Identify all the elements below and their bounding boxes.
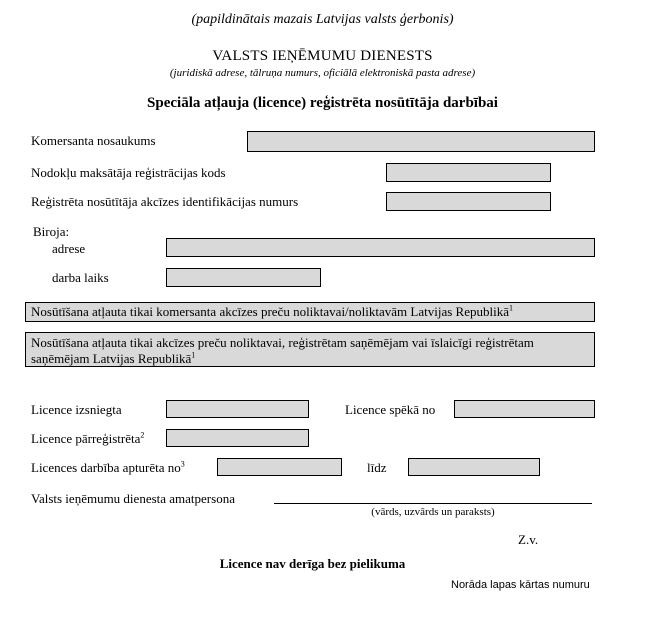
- footnote-marker: 1: [508, 303, 513, 313]
- banner-receivers-line1: Nosūtīšana atļauta tikai akcīzes preču noliktavai, reģistrētam saņēmējam vai īslaicīgi reģistrētam: [31, 335, 534, 350]
- licence-reregistered-field[interactable]: [166, 429, 309, 447]
- licence-issued-field[interactable]: [166, 400, 309, 418]
- page-title: Speciāla atļauja (licence) reģistrēta nosūtītāja darbībai: [147, 95, 498, 111]
- page-number-note: Norāda lapas kārtas numuru: [451, 579, 590, 591]
- official-label: Valsts ieņēmumu dienesta amatpersona: [31, 491, 235, 506]
- authority-name: VALSTS IEŅĒMUMU DIENESTS: [212, 48, 433, 64]
- office-hours-field[interactable]: [166, 268, 321, 287]
- footnote-marker: 1: [191, 350, 196, 360]
- excise-id-field[interactable]: [386, 192, 551, 211]
- licence-reregistered-label-wrap: [31, 431, 144, 447]
- excise-id-label: Reģistrēta nosūtītāja akcīzes identifikācijas numurs: [31, 194, 299, 209]
- signature-caption: (vārds, uzvārds un paraksts): [371, 506, 495, 518]
- banner-receivers-line2-wrap: [31, 351, 589, 367]
- office-address-field[interactable]: [166, 238, 595, 257]
- footnote-marker: 2: [140, 430, 145, 440]
- licence-valid-from-label: Licence spēkā no: [345, 402, 436, 417]
- validity-note: Licence nav derīga bez pielikuma: [219, 556, 406, 571]
- licence-suspended-label: Licences darbība apturēta no: [31, 460, 181, 475]
- office-heading: Biroja:: [33, 224, 70, 239]
- footnote-marker: 3: [180, 459, 185, 469]
- banner-own-warehouses-text: Nosūtīšana atļauta tikai komersanta akcīzes preču noliktavai/noliktavām Latvijas Republikā: [31, 304, 509, 319]
- licence-issued-label: Licence izsniegta: [31, 402, 122, 417]
- merchant-name-label: Komersanta nosaukums: [31, 133, 156, 148]
- banner-own-warehouses: [25, 302, 595, 322]
- coat-of-arms-note: (papildinātais mazais Latvijas valsts ģerbonis): [191, 12, 454, 27]
- licence-valid-from-field[interactable]: [454, 400, 595, 418]
- licence-suspended-label-wrap: [31, 460, 185, 476]
- signature-line[interactable]: [274, 503, 592, 504]
- office-address-label: adrese: [52, 241, 86, 256]
- seal-place: Z.v.: [518, 532, 539, 547]
- tax-code-field[interactable]: [386, 163, 551, 182]
- banner-receivers: [25, 332, 595, 367]
- licence-until-field[interactable]: [408, 458, 540, 476]
- tax-code-label: Nodokļu maksātāja reģistrācijas kods: [31, 165, 226, 180]
- merchant-name-field[interactable]: [247, 131, 595, 152]
- office-hours-label: darba laiks: [52, 270, 109, 285]
- authority-details: (juridiskā adrese, tālruņa numurs, oficiālā elektroniskā pasta adrese): [169, 67, 476, 79]
- banner-receivers-line2: saņēmējam Latvijas Republikā: [31, 351, 192, 366]
- licence-until-label: līdz: [367, 460, 387, 475]
- licence-suspended-from-field[interactable]: [217, 458, 342, 476]
- licence-reregistered-label: Licence pārreģistrēta: [31, 431, 141, 446]
